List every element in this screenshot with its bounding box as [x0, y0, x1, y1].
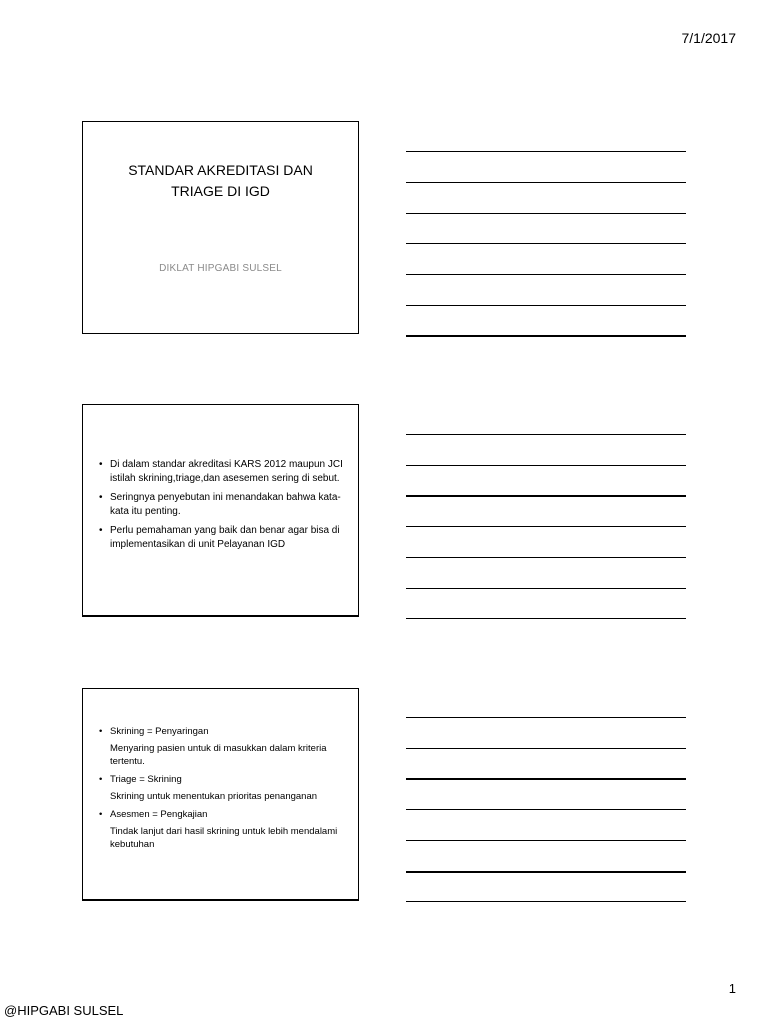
bullet-detail: Tindak lanjut dari hasil skrining untuk lebih mendalami kebutuhan [110, 826, 338, 850]
slide-thumbnail-2 [82, 404, 359, 617]
slide-title-line-1: STANDAR AKREDITASI DAN [128, 162, 313, 178]
bullet-list [97, 725, 346, 856]
note-line [406, 588, 686, 589]
page-date: 7/1/2017 [681, 30, 736, 46]
bullet-item [97, 773, 346, 803]
note-line [406, 151, 686, 152]
note-line [406, 305, 686, 306]
bullet-item [97, 808, 346, 851]
page-number: 1 [728, 981, 736, 996]
bullet-text: Perlu pemahaman yang baik dan benar agar bisa di implementasikan di unit Pelayanan IGD [110, 525, 340, 550]
note-line [406, 182, 686, 183]
note-line [406, 434, 686, 435]
note-line [406, 809, 686, 810]
bullet-text: Di dalam standar akreditasi KARS 2012 maupun JCI istilah skrining,triage,dan asesemen sering di sebut. [110, 459, 343, 484]
note-line [406, 495, 686, 497]
bullet-item [97, 458, 346, 486]
bullet-dot-icon: • [99, 726, 103, 737]
note-line [406, 618, 686, 619]
note-line [406, 840, 686, 841]
slide-thumbnail-3 [82, 688, 359, 901]
note-line [406, 717, 686, 718]
note-line [406, 778, 686, 780]
slide-subtitle: DIKLAT HIPGABI SULSEL [159, 263, 282, 274]
bullet-dot-icon: • [99, 774, 103, 785]
slide-title-line-2: TRIAGE DI IGD [171, 183, 270, 199]
bullet-dot-icon: • [99, 525, 103, 536]
bullet-text: Seringnya penyebutan ini menandakan bahwa kata-kata itu penting. [110, 492, 341, 517]
note-line [406, 213, 686, 214]
note-line [406, 901, 686, 902]
bullet-item [97, 524, 346, 552]
note-line [406, 526, 686, 527]
bullet-dot-icon: • [99, 492, 103, 503]
slide-thumbnail-1 [82, 121, 359, 334]
note-line [406, 557, 686, 558]
note-line [406, 871, 686, 873]
bullet-dot-icon: • [99, 809, 103, 820]
bullet-list [97, 458, 346, 557]
note-line [406, 465, 686, 466]
note-line [406, 335, 686, 337]
note-line [406, 274, 686, 275]
footer-credit: @HIPGABI SULSEL [4, 1003, 124, 1018]
note-line [406, 243, 686, 244]
bullet-dot-icon: • [99, 459, 103, 470]
bullet-detail: Menyaring pasien untuk di masukkan dalam kriteria tertentu. [110, 743, 327, 767]
bullet-text: Triage = Skrining [110, 774, 182, 785]
bullet-item [97, 725, 346, 768]
slide-title [93, 160, 348, 202]
note-line [406, 748, 686, 749]
bullet-detail: Skrining untuk menentukan prioritas penanganan [110, 791, 318, 802]
bullet-item [97, 491, 346, 519]
bullet-text: Skrining = Penyaringan [110, 726, 209, 737]
bullet-text: Asesmen = Pengkajian [110, 809, 208, 820]
